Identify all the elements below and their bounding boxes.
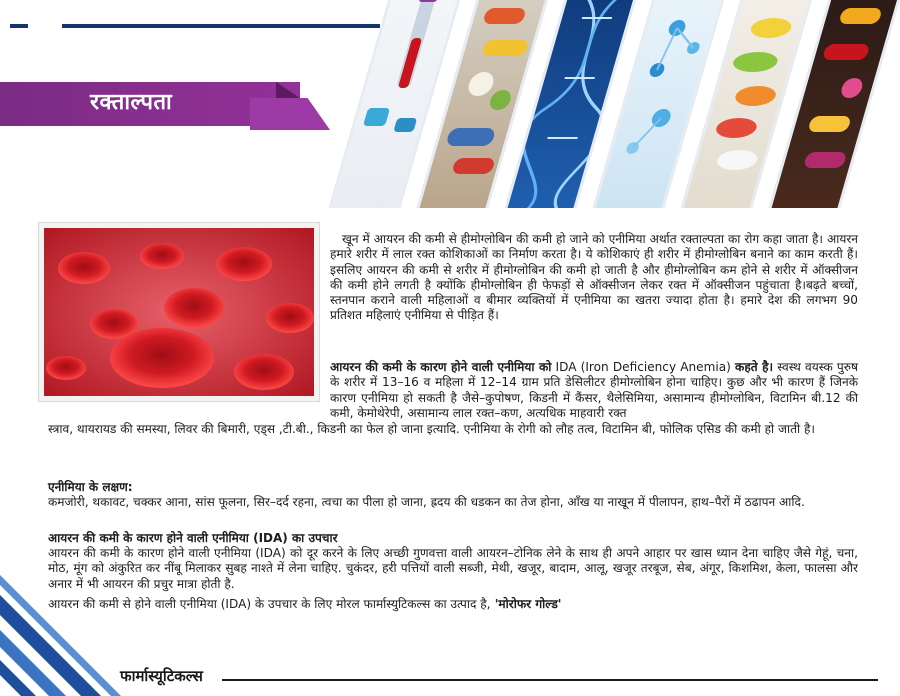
red-blood-cells-icon (44, 228, 314, 396)
blood-cells-photo (38, 222, 320, 402)
intro-paragraph: खून में आयरन की कमी से हीमोग्लोबिन की कमी हो जाने को एनीमिया अर्थात रक्ताल्पता का रोग कहा जाता है। आयरन हमारे शरीर में लाल रक्त कोशिकाओं का निर्माण करता है। ये कोशिकाएं ही शरीर में हीमोग्लोबिन बनाने का काम करती हैं। इसलिए आयरन की कमी से शरीर में हीमोग्लोबिन की कमी हो जाती है और हीमोग्लोबिन कम होने से शरीर में ऑक्सीजन की कमी होने लगती है क्योंकि हीमोग्लोबिन ही फेफड़ों से ऑक्सीजन लेकर रक्त में ऑक्सीजन पहुंचाता है।बढ़ते बच्चों, स्तनपान कराने वाली महिलाओं व बीमार व्यक्तियों में एनीमिया का खतरा ज्यादा होता है। हमारे देश की लगभग 90 प्रतिशत महिलाएं एनीमिया से पीड़ित हैं। (330, 232, 858, 323)
top-dash (10, 24, 28, 28)
ida-lead: आयरन की कमी के कारण होने वाली एनीमिया को (330, 360, 552, 374)
page-title: रक्ताल्पता (90, 90, 173, 115)
symptoms-text: कमजोरी, थकावट, चक्कर आना, सांस फूलना, सिर–दर्द रहना, त्वचा का पीला हो जाना, ह्रदय की धडकन का तेज होना, आँख या नाखून में पीलापन, हाथ–पैरों में ठढापन आदि. (48, 495, 805, 509)
product-name: 'मोरोफर गोल्ड' (490, 597, 562, 611)
ida-text: स्वस्थ वयस्क पुरुष के शरीर में 13–16 व महिला में 12–14 ग्राम प्रति डेसिलीटर हीमोग्लोबिन होना चाहिए। कुछ और भी कारण हैं जिनके कारण एनीमिया हो सकती है जैसे–कुपोषण, किडनी में कैंसर, थैलेसिमिया, असामान्य हीमोग्लोबिन, विटामिन बी.12 की कमी, केमोथेरेपी, असामान्य लाल रक्त–कण, अत्यधिक माहवारी रक्त (330, 360, 858, 420)
corner-stripe-pattern (0, 575, 130, 696)
treatment-text: आयरन की कमी के कारण होने वाली एनीमिया (IDA) को दूर करने के लिए अच्छी गुणवत्ता वाली आयरन–टोनिक लेने के साथ ही अपने आहार पर खास ध्यान देना चाहिए जैसे गेहूं, चना, मोठ, मूंग को अंकुरित कर नींबू मिलाकर सुबह नाश्ते में लेना चाहिए. चुकंदर, हरी पत्तियों वाली सब्जी, मेथी, खजूर, बादाम, आलू, खजूर तरबूज, सेब, अंगूर, किशमिश, केला, फालसा और अनार में भी आयरन की प्रचुर मात्रा होती है. (48, 546, 858, 591)
symptoms-heading: एनीमिया के लक्षण: (48, 480, 133, 494)
corner-stripes (0, 575, 130, 696)
title-ribbon-tail (250, 98, 330, 130)
product-line (48, 597, 858, 612)
product-text: आयरन की कमी से होने वाली एनीमिया (IDA) के उपचार के लिए मोरल फार्मास्युटिकल्स का उत्पाद है, (48, 597, 491, 611)
ida-lead-end: कहते है। (735, 360, 774, 374)
footer-label: फार्मास्यूटिकल्स (120, 667, 203, 685)
title-ribbon-fold (276, 82, 300, 98)
header-photo-strips (330, 0, 900, 210)
ida-term: IDA (Iron Deficiency Anemia) (551, 360, 736, 374)
treatment-heading: आयरन की कमी के कारण होने वाली एनीमिया (IDA) का उपचार (48, 531, 338, 545)
blood-cells-image (44, 228, 314, 396)
ida-paragraph (330, 360, 858, 421)
footer-rule (222, 679, 878, 681)
ida-paragraph-continued: स्त्राव, थायरायड की समस्या, लिवर की बिमारी, एड्स ,टी.बी., किडनी का फेल हो जाना इत्यादि. एनीमिया के रोगी को लौह तत्व, विटामिन बी, फोलिक एसिड की कमी हो जाती है। (48, 422, 815, 436)
